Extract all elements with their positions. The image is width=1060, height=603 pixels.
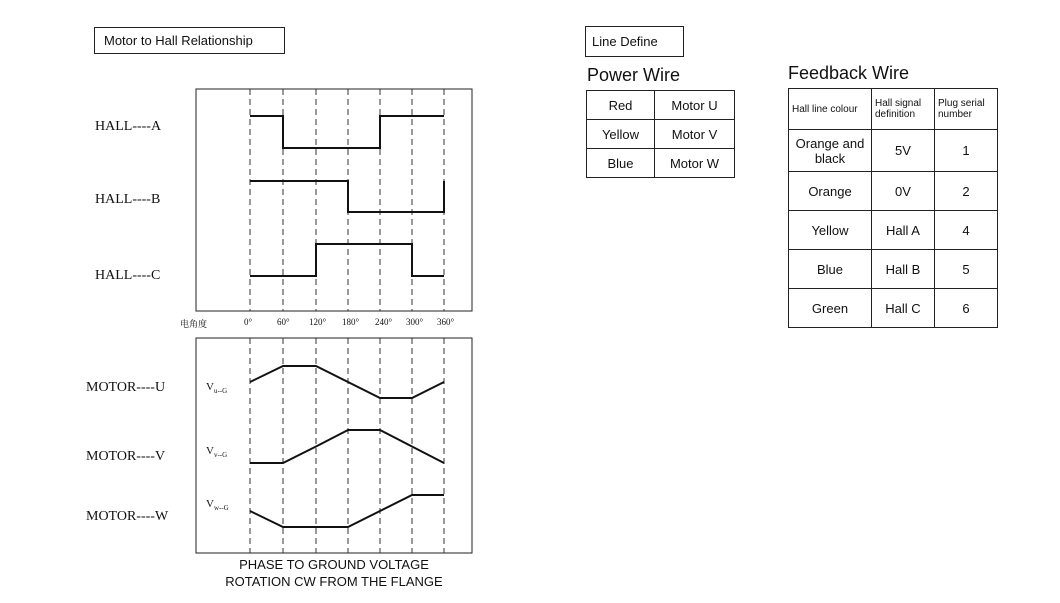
column-header: Hall signal definition [872,89,935,130]
motor-u-waveform [250,366,444,398]
hall-definition-cell: Hall A [872,211,935,250]
table-row [789,211,998,250]
table-row [587,149,735,178]
plug-number-cell: 6 [935,289,998,328]
angle-axis-label: 电角度 [180,320,208,330]
hall-colour-cell: Orange and black [789,130,872,172]
motor-w-label: MOTOR----W [86,509,169,524]
hall-definition-cell: Hall B [872,250,935,289]
table-row [789,250,998,289]
table-row [587,120,735,149]
table-row [789,130,998,172]
line-define-label: Line Define [585,26,684,57]
table-row [789,289,998,328]
power-phase-cell: Motor V [655,120,735,149]
angle-tick: 180° [342,317,360,327]
plug-number-cell: 1 [935,130,998,172]
feedback-wire-table [788,88,998,328]
angle-tick: 60° [277,317,290,327]
power-wire-title: Power Wire [587,65,681,85]
diagram-title: Motor to Hall Relationship [94,27,285,54]
power-wire-table [586,90,735,178]
hall-definition-cell: Hall C [872,289,935,328]
caption-line-1: PHASE TO GROUND VOLTAGE [239,557,429,572]
plug-number-cell: 4 [935,211,998,250]
hall-b-label: HALL----B [95,192,161,207]
power-phase-cell: Motor W [655,149,735,178]
voltage-label-u: $V_{u--G}$ [206,381,228,396]
motor-waveforms [250,366,444,527]
motor-v-label: MOTOR----V [86,449,166,464]
power-colour-cell: Yellow [587,120,655,149]
table-row [789,172,998,211]
table-header-row [789,89,998,130]
hall-c-label: HALL----C [95,268,161,283]
voltage-label-w: $V_{w--G}$ [206,498,229,513]
hall-a-waveform [250,116,444,148]
hall-a-label: HALL----A [95,119,162,134]
column-header: Hall line colour [789,89,872,130]
power-colour-cell: Blue [587,149,655,178]
hall-colour-cell: Green [789,289,872,328]
motor-u-label: MOTOR----U [86,380,166,395]
hall-c-waveform [250,244,444,276]
power-phase-cell: Motor U [655,91,735,120]
power-colour-cell: Red [587,91,655,120]
hall-waveforms [250,116,444,276]
angle-tick: 0° [244,317,253,327]
motor-v-waveform [250,430,444,463]
plug-number-cell: 2 [935,172,998,211]
caption-line-2: ROTATION CW FROM THE FLANGE [225,574,443,589]
voltage-label-v: $V_{v--G}$ [206,445,228,460]
hall-panel-frame [196,89,472,311]
hall-colour-cell: Yellow [789,211,872,250]
column-header: Plug serial number [935,89,998,130]
hall-definition-cell: 0V [872,172,935,211]
hall-definition-cell: 5V [872,130,935,172]
hall-colour-cell: Orange [789,172,872,211]
plug-number-cell: 5 [935,250,998,289]
motor-panel-frame [196,338,472,553]
hall-b-waveform [250,181,444,212]
feedback-wire-title: Feedback Wire [788,63,910,83]
motor-w-waveform [250,495,444,527]
angle-tick: 120° [309,317,327,327]
table-row [587,91,735,120]
hall-colour-cell: Blue [789,250,872,289]
angle-tick: 240° [375,317,393,327]
angle-tick: 360° [437,317,455,327]
angle-tick: 300° [406,317,424,327]
